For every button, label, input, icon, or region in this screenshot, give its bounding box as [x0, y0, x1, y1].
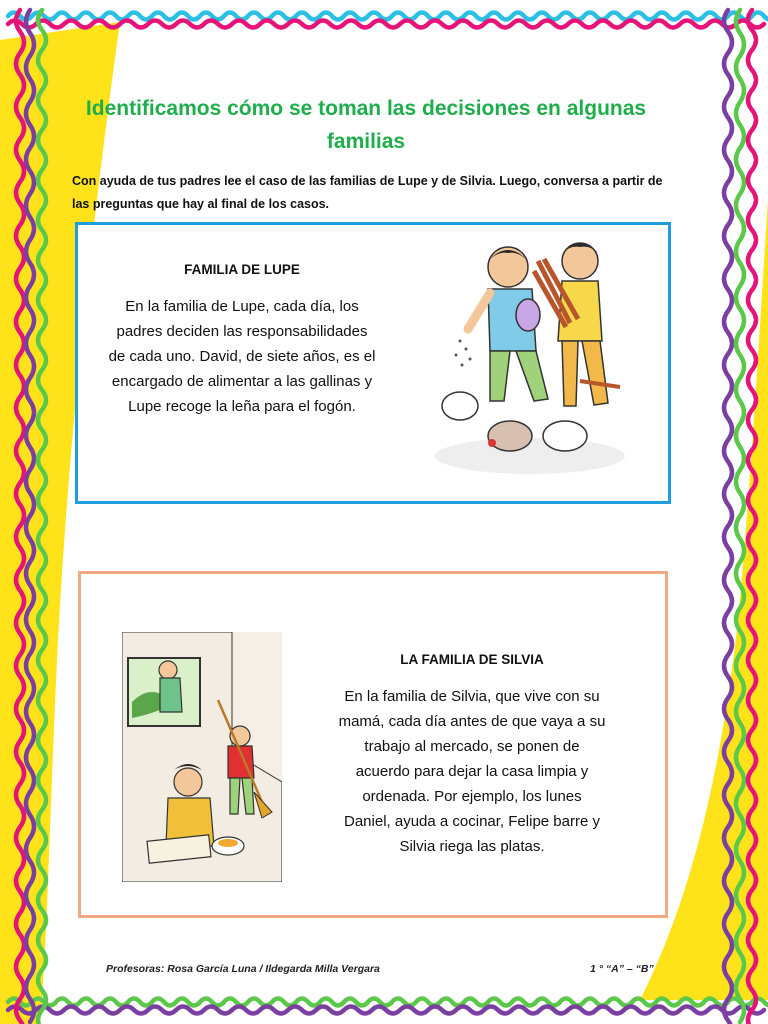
frame-wave-line [8, 13, 768, 20]
children-feeding-chickens-illustration [430, 231, 630, 479]
children-doing-chores-illustration [122, 632, 282, 882]
footer-teachers: Profesoras: Rosa García Luna / Ildegarda Milla Vergara [106, 963, 380, 975]
case-heading-lupe: FAMILIA DE LUPE [184, 262, 300, 277]
instructions-text: Con ayuda de tus padres lee el caso de las familias de Lupe y de Silvia. Luego, conversa a partir de las preguntas que hay al final de los casos. [72, 174, 663, 211]
page-title: Identificamos cómo se toman las decisiones en algunas familias [85, 97, 647, 153]
footer-grade: 1 ° “A” – “B” [590, 963, 654, 975]
case-heading-silvia: LA FAMILIA DE SILVIA [400, 652, 544, 667]
case-text-silvia: En la familia de Silvia, que vive con su mamá, cada día antes de que vaya a su trabajo al mercado, se ponen de acuerdo para dejar la casa limpia y ordenada. Por ejemplo, los lunes Daniel, ayuda a cocinar, Felipe barre y Silvia riega las platas. [338, 688, 606, 855]
case-text-lupe: En la familia de Lupe, cada día, los padres deciden las responsabilidades de cada uno. David, de siete años, es el encargado de alimentar a las gallinas y Lupe recoge la leña para el fogón. [108, 298, 376, 415]
